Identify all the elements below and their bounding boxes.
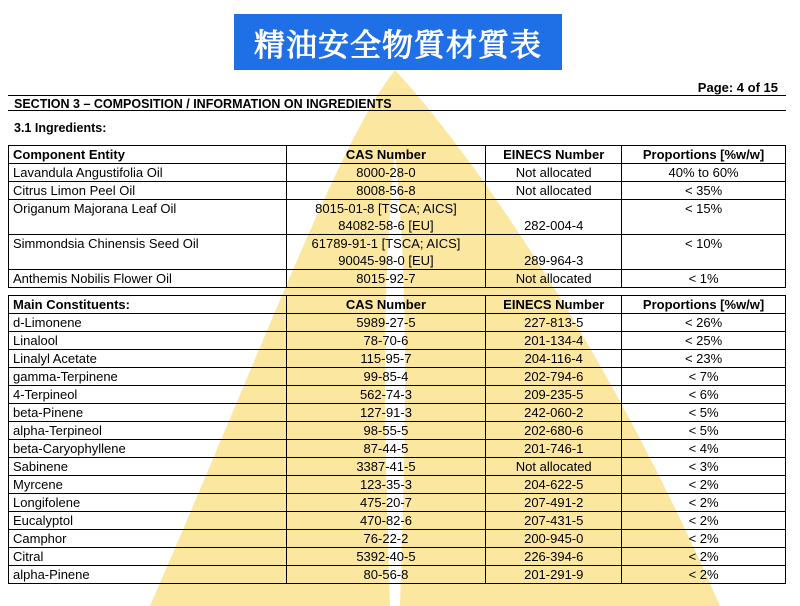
table-row — [9, 270, 786, 288]
proportion: < 6% — [622, 386, 786, 404]
einecs-number: 204-622-5 — [486, 476, 622, 494]
constituent-name: Camphor — [9, 530, 287, 548]
einecs-number: 207-491-2 — [486, 494, 622, 512]
einecs-number: 201-291-9 — [486, 566, 622, 584]
constituent-name: Linalyl Acetate — [9, 350, 287, 368]
table-row — [9, 182, 786, 200]
table-header-row — [9, 146, 786, 164]
proportion: < 10% — [622, 235, 786, 270]
table-row — [9, 164, 786, 182]
cas-number: 475-20-7 — [286, 494, 486, 512]
constituent-name: alpha-Terpineol — [9, 422, 287, 440]
cas-number-line: 84082-58-6 [EU] — [338, 218, 434, 233]
column-header-cas: CAS Number — [286, 296, 486, 314]
einecs-number: 201-746-1 — [486, 440, 622, 458]
table-row — [9, 422, 786, 440]
proportion: < 2% — [622, 476, 786, 494]
cas-number: 78-70-6 — [286, 332, 486, 350]
cas-number — [286, 200, 486, 235]
proportion: 40% to 60% — [622, 164, 786, 182]
cas-number: 8008-56-8 — [286, 182, 486, 200]
proportion: < 23% — [622, 350, 786, 368]
column-header-cas: CAS Number — [286, 146, 486, 164]
table-row — [9, 512, 786, 530]
constituents-table-body — [9, 314, 786, 584]
table-row — [9, 314, 786, 332]
page-banner-title: 精油安全物質材質表 — [234, 14, 562, 70]
section-heading: SECTION 3 – COMPOSITION / INFORMATION ON INGREDIENTS — [8, 95, 786, 111]
constituent-name: 4-Terpineol — [9, 386, 287, 404]
column-header-proportions: Proportions [%w/w] — [622, 296, 786, 314]
cas-number: 99-85-4 — [286, 368, 486, 386]
table-row — [9, 458, 786, 476]
cas-number: 562-74-3 — [286, 386, 486, 404]
table-row — [9, 386, 786, 404]
einecs-number: Not allocated — [486, 270, 622, 288]
cas-number: 8015-92-7 — [286, 270, 486, 288]
einecs-number: 209-235-5 — [486, 386, 622, 404]
cas-number-line: 90045-98-0 [EU] — [338, 253, 434, 268]
proportion: < 15% — [622, 200, 786, 235]
component-name: Lavandula Angustifolia Oil — [9, 164, 287, 182]
constituent-name: alpha-Pinene — [9, 566, 287, 584]
column-header-constituent: Main Constituents: — [9, 296, 287, 314]
cas-number-line: 61789-91-1 [TSCA; AICS] — [311, 236, 461, 251]
component-name: Simmondsia Chinensis Seed Oil — [9, 235, 287, 270]
einecs-number: Not allocated — [486, 458, 622, 476]
einecs-number: 202-680-6 — [486, 422, 622, 440]
constituents-table — [8, 295, 786, 584]
constituent-name: beta-Caryophyllene — [9, 440, 287, 458]
einecs-number: 289-964-3 — [486, 235, 622, 270]
component-name: Origanum Majorana Leaf Oil — [9, 200, 287, 235]
cas-number: 115-95-7 — [286, 350, 486, 368]
einecs-number: 204-116-4 — [486, 350, 622, 368]
proportion: < 2% — [622, 548, 786, 566]
einecs-number: Not allocated — [486, 164, 622, 182]
table-row — [9, 494, 786, 512]
einecs-number: 200-945-0 — [486, 530, 622, 548]
cas-number: 470-82-6 — [286, 512, 486, 530]
cas-number-line: 8015-01-8 [TSCA; AICS] — [315, 201, 457, 216]
proportion: < 2% — [622, 566, 786, 584]
table-row — [9, 566, 786, 584]
page-number: Page: 4 of 15 — [697, 80, 778, 95]
cas-number: 123-35-3 — [286, 476, 486, 494]
constituent-name: beta-Pinene — [9, 404, 287, 422]
proportion: < 25% — [622, 332, 786, 350]
proportion: < 4% — [622, 440, 786, 458]
einecs-number: 207-431-5 — [486, 512, 622, 530]
cas-number: 80-56-8 — [286, 566, 486, 584]
constituent-name: d-Limonene — [9, 314, 287, 332]
proportion: < 1% — [622, 270, 786, 288]
table-header-row — [9, 296, 786, 314]
cas-number: 127-91-3 — [286, 404, 486, 422]
column-header-einecs: EINECS Number — [486, 296, 622, 314]
proportion: < 2% — [622, 512, 786, 530]
einecs-number: 282-004-4 — [486, 200, 622, 235]
cas-number: 5989-27-5 — [286, 314, 486, 332]
constituent-name: Myrcene — [9, 476, 287, 494]
einecs-number: 226-394-6 — [486, 548, 622, 566]
einecs-number: 201-134-4 — [486, 332, 622, 350]
proportion: < 7% — [622, 368, 786, 386]
cas-number — [286, 235, 486, 270]
constituent-name: Longifolene — [9, 494, 287, 512]
proportion: < 5% — [622, 404, 786, 422]
component-name: Citrus Limon Peel Oil — [9, 182, 287, 200]
einecs-number: 202-794-6 — [486, 368, 622, 386]
table-row — [9, 332, 786, 350]
column-header-proportions: Proportions [%w/w] — [622, 146, 786, 164]
table-row — [9, 200, 786, 235]
einecs-number: Not allocated — [486, 182, 622, 200]
einecs-number: 242-060-2 — [486, 404, 622, 422]
cas-number: 3387-41-5 — [286, 458, 486, 476]
table-row — [9, 476, 786, 494]
column-header-component: Component Entity — [9, 146, 287, 164]
table-row — [9, 530, 786, 548]
proportion: < 35% — [622, 182, 786, 200]
proportion: < 26% — [622, 314, 786, 332]
constituent-name: Sabinene — [9, 458, 287, 476]
subsection-heading: 3.1 Ingredients: — [14, 121, 107, 135]
cas-number: 8000-28-0 — [286, 164, 486, 182]
component-name: Anthemis Nobilis Flower Oil — [9, 270, 287, 288]
table-row — [9, 404, 786, 422]
table-row — [9, 235, 786, 270]
einecs-number: 227-813-5 — [486, 314, 622, 332]
ingredients-table — [8, 145, 786, 288]
cas-number: 76-22-2 — [286, 530, 486, 548]
column-header-einecs: EINECS Number — [486, 146, 622, 164]
constituent-name: gamma-Terpinene — [9, 368, 287, 386]
constituent-name: Citral — [9, 548, 287, 566]
table-row — [9, 350, 786, 368]
table-row — [9, 368, 786, 386]
proportion: < 5% — [622, 422, 786, 440]
constituent-name: Eucalyptol — [9, 512, 287, 530]
cas-number: 5392-40-5 — [286, 548, 486, 566]
proportion: < 2% — [622, 494, 786, 512]
table-row — [9, 440, 786, 458]
proportion: < 2% — [622, 530, 786, 548]
cas-number: 87-44-5 — [286, 440, 486, 458]
proportion: < 3% — [622, 458, 786, 476]
cas-number: 98-55-5 — [286, 422, 486, 440]
constituent-name: Linalool — [9, 332, 287, 350]
table-row — [9, 548, 786, 566]
